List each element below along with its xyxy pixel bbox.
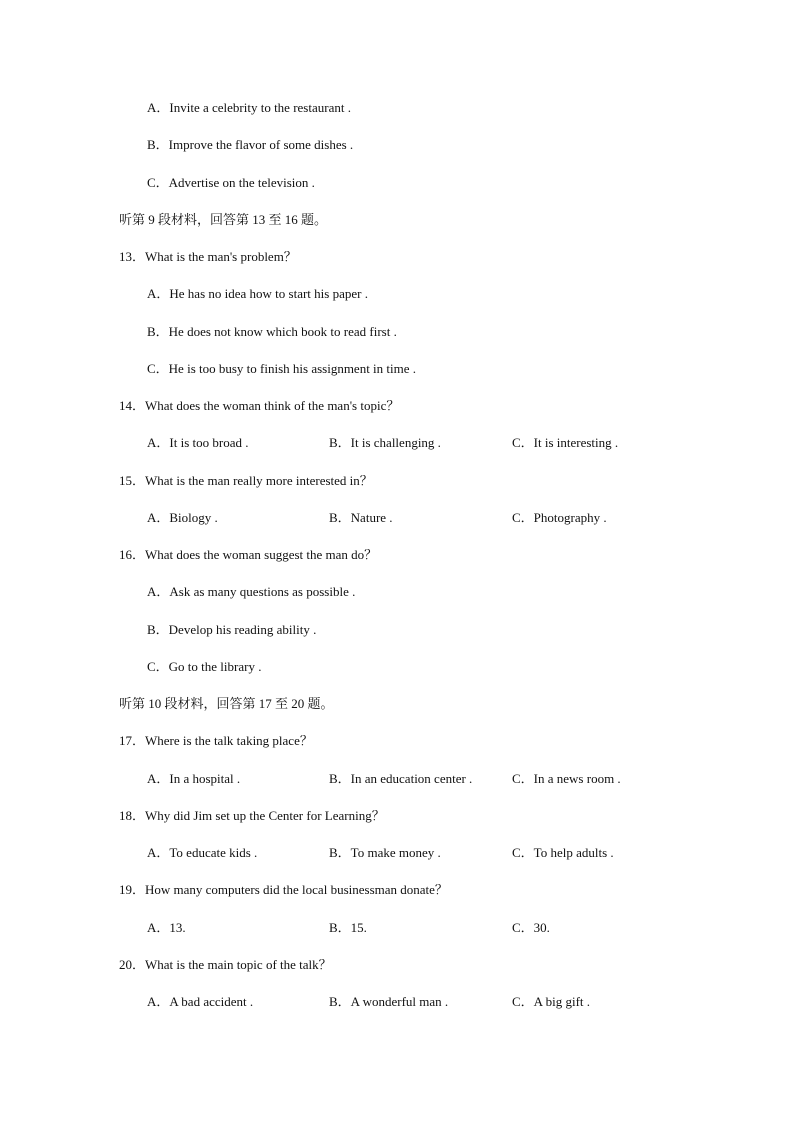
q20-option-c: C．A big gift . (512, 994, 591, 1009)
q15-option-b: B．Nature . (329, 510, 393, 525)
q16-option-a: A．Ask as many questions as possible . (147, 584, 356, 599)
question-20: 20．What is the main topic of the talk？ (119, 957, 332, 972)
q13-option-b: B．He does not know which book to read first . (147, 324, 397, 339)
question-15: 15．What is the man really more interested in？ (119, 473, 373, 488)
q14-option-b: B．It is challenging . (329, 435, 441, 450)
option-b: B．Improve the flavor of some dishes . (147, 137, 354, 152)
q17-option-a: A．In a hospital . (147, 771, 241, 786)
question-14: 14．What does the woman think of the man's topic？ (119, 398, 400, 413)
q14-option-c: C．It is interesting . (512, 435, 619, 450)
q20-option-b: B．A wonderful man . (329, 994, 449, 1009)
q15-option-a: A．Biology . (147, 510, 218, 525)
q18-option-a: A．To educate kids . (147, 845, 258, 860)
q19-option-b: B．15. (329, 920, 367, 935)
question-13: 13．What is the man's problem？ (119, 249, 297, 264)
q17-option-b: B．In an education center . (329, 771, 473, 786)
q13-option-c: C．He is too busy to finish his assignment in time . (147, 361, 417, 376)
option-c: C．Advertise on the television . (147, 175, 315, 190)
q15-option-c: C．Photography . (512, 510, 607, 525)
q19-option-a: A．13. (147, 920, 186, 935)
q16-option-c: C．Go to the library . (147, 659, 262, 674)
q13-option-a: A．He has no idea how to start his paper . (147, 286, 368, 301)
q14-option-a: A．It is too broad . (147, 435, 249, 450)
question-19: 19．How many computers did the local businessman donate？ (119, 882, 448, 897)
q18-option-b: B．To make money . (329, 845, 441, 860)
section-header: 听第 10 段材料，回答第 17 至 20 题。 (119, 696, 334, 711)
section-header: 听第 9 段材料，回答第 13 至 16 题。 (119, 212, 328, 227)
question-16: 16．What does the woman suggest the man do？ (119, 547, 378, 562)
question-17: 17．Where is the talk taking place？ (119, 733, 313, 748)
q20-option-a: A．A bad accident . (147, 994, 254, 1009)
q18-option-c: C．To help adults . (512, 845, 614, 860)
question-18: 18．Why did Jim set up the Center for Learning？ (119, 808, 385, 823)
q17-option-c: C．In a news room . (512, 771, 621, 786)
q19-option-c: C．30. (512, 920, 550, 935)
q16-option-b: B．Develop his reading ability . (147, 622, 317, 637)
option-a: A．Invite a celebrity to the restaurant . (147, 100, 351, 115)
